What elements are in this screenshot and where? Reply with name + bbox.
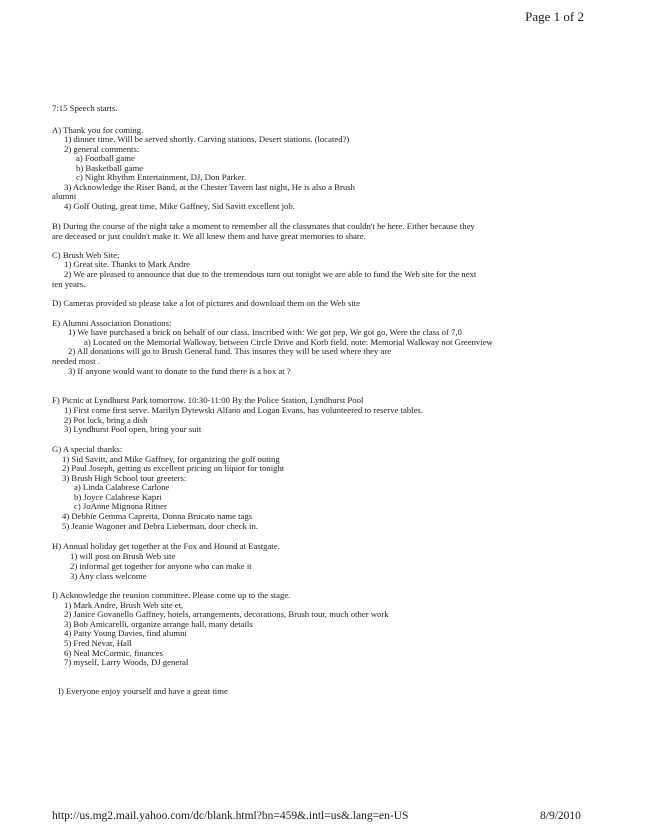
notes-line: a) Located on the Memorial Walkway, between Circle Drive and Korb field. note: Memorial Walkway not Greenview xyxy=(84,337,493,347)
notes-line: 5) Fred Nevar, Hall xyxy=(64,638,132,648)
notes-line: F) Picnic at Lyndhurst Park tomorrow. 10:30-11:00 By the Police Station, Lyndhurst Pool xyxy=(52,395,364,405)
notes-line: 1) dinner time. Will be served shortly. Carving stations, Desert stations. (located?) xyxy=(64,134,350,144)
notes-line: 3) Brush High School tour greeters: xyxy=(62,473,187,483)
notes-line: 2) informal get together for anyone who can make it xyxy=(70,561,252,571)
notes-line: 7) myself, Larry Woods, DJ general xyxy=(64,657,189,667)
notes-line: 4) Debbie Gemma Capretta, Donna Brucato name tags xyxy=(62,511,253,521)
notes-line: 3) Any class welcome xyxy=(70,571,147,581)
notes-line: are deceased or just couldn't make it. We all knew them and have great memories to share. xyxy=(52,231,366,241)
notes-line: A) Thank you for coming. xyxy=(52,125,144,135)
notes-line: C) Brush Web Site; xyxy=(52,250,120,260)
notes-line: I) Everyone enjoy yourself and have a great time xyxy=(58,686,228,696)
notes-line: 2) All donations will go to Brush General fund. This insures they will be used where they are xyxy=(68,346,392,356)
notes-line: 2) Paul Joseph, getting us excellent pricing on liquor for tonight xyxy=(62,463,285,473)
notes-line: 2) We are pleased to announce that due to the tremendous turn out tonight we are able to fund the Web site for the next xyxy=(64,269,477,279)
notes-line: 3) If anyone would want to donate to the fund there is a box at ? xyxy=(68,366,291,376)
notes-line: 3) Acknowledge the Riser Band, at the Chester Tavern last night, He is also a Brush xyxy=(64,182,355,192)
notes-line: 7:15 Speech starts. xyxy=(52,103,118,113)
page-number-label: Page 1 of 2 xyxy=(525,9,584,24)
notes-line: b) Basketball game xyxy=(76,163,144,173)
notes-line: alumni xyxy=(52,191,77,201)
notes-line: 1) First come first serve. Marilyn Dytewski Alfano and Logan Evans, has volunteered to reserve tables. xyxy=(64,405,423,415)
notes-line: H) Annual holiday get together at the Fox and Hound at Eastgate. xyxy=(52,541,280,551)
notes-line: a) Linda Calabrese Carlone xyxy=(74,482,170,492)
notes-line: 4) Golf Outing, great time, Mike Gaffney, Sid Savitt excellent job. xyxy=(64,201,295,211)
notes-line: 1) will post on Brush Web site xyxy=(70,551,176,561)
notes-line: D) Cameras provided so please take a lot of pictures and download them on the Web site xyxy=(52,298,360,308)
notes-line: 3) Lyndhurst Pool open, bring your suit xyxy=(64,424,202,434)
notes-line: B) During the course of the night take a moment to remember all the classmates that couldn't be here. Either because they xyxy=(52,221,475,231)
notes-line: E) Alumni Association Donations: xyxy=(52,318,172,328)
notes-line: 1) Great site. Thanks to Mark Andre xyxy=(64,259,191,269)
notes-line: G) A special thanks: xyxy=(52,444,123,454)
notes-line: b) Joyce Calabrese Kapri xyxy=(74,492,162,502)
notes-line: 5) Jeanie Wagoner and Debra Lieberman, door check in. xyxy=(62,521,258,531)
notes-line: ten years. xyxy=(52,279,86,289)
notes-line: 2) Janice Govanello Gaffney, hotels, arrangements, decorations, Brush tour, much other work xyxy=(64,609,389,619)
notes-line: 1) We have purchased a brick on behalf of our class. Inscribed with: We got pep, We got go, Were the class of 7,0 xyxy=(68,327,462,337)
notes-line: 2) general comments: xyxy=(64,144,140,154)
notes-line: I) Acknowledge the reunion committee. Please come up to the stage. xyxy=(52,590,291,600)
notes-line: needed most . xyxy=(52,356,101,366)
notes-line: a) Football game xyxy=(76,153,135,163)
notes-line: 4) Patty Young Davies, find alumni xyxy=(64,628,187,638)
footer-url: http://us.mg2.mail.yahoo.com/dc/blank.html?bn=459&.intl=us&.lang=en-US xyxy=(52,810,409,822)
notes-line: 6) Neal McCormic, finances xyxy=(64,648,163,658)
notes-line: 2) Pot luck, bring a dish xyxy=(64,415,148,425)
notes-line: 3) Bob Amicarelli, organize arrange hall, many details xyxy=(64,619,253,629)
notes-line: c) JoAnne Mignona Ritner xyxy=(74,501,167,511)
notes-line: 1) Sid Savitt, and Mike Gaffney, for organizing the golf outing xyxy=(62,454,280,464)
notes-line: c) Night Rhythm Entertainment, DJ, Don Parker. xyxy=(76,172,247,182)
notes-line: 1) Mark Andre, Brush Web site et, xyxy=(64,600,184,610)
footer-date: 8/9/2010 xyxy=(540,810,581,822)
